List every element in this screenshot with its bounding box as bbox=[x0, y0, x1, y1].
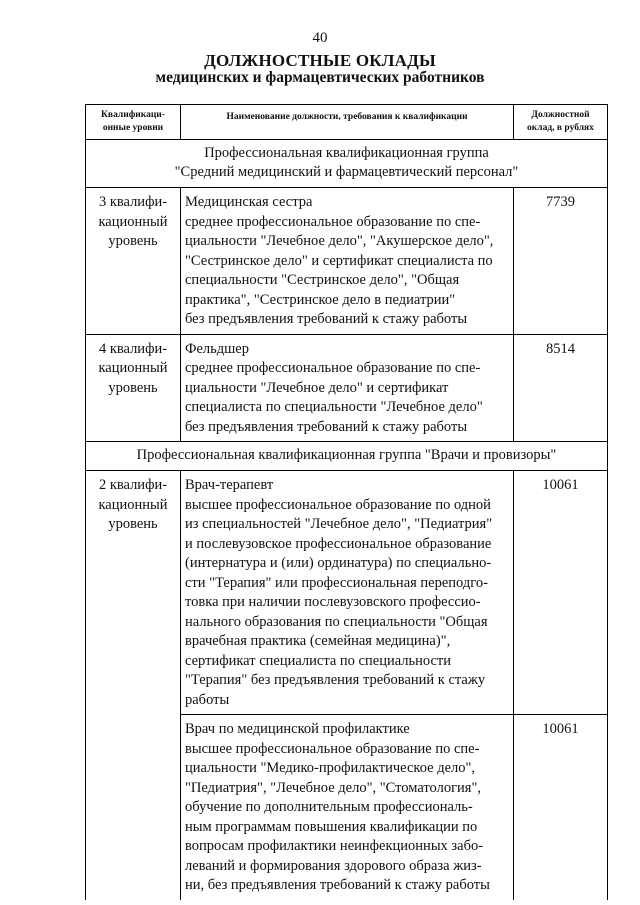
salary-amount: 7739 bbox=[514, 188, 608, 335]
position-name: Фельдшер bbox=[185, 340, 249, 357]
group-header-row bbox=[86, 442, 608, 471]
qualification-level: 2 квалифи- кационный уровень bbox=[86, 471, 181, 715]
group-header-row bbox=[86, 140, 608, 188]
salary-table bbox=[85, 104, 608, 900]
page-number: 40 bbox=[312, 30, 328, 46]
position-requirements: Врач по медицинской профилактике высшее профессиональное образование по спе- циальности "Медико-профилактическое дело", "Педиатрия", "Лечебное дело", "Стоматология", обучение по дополнительным профессиональ- ным программам повышения квалификации по вопросам профилактики неинфекционных забо- леваний и формирования здорового образа жиз- ни, без предъявления требований к стажу работы bbox=[181, 715, 514, 900]
table-row bbox=[86, 715, 608, 900]
table-row bbox=[86, 471, 608, 715]
group-title: Профессиональная квалификационная группа "Врачи и провизоры" bbox=[86, 442, 608, 471]
header-position-requirements: Наименование должности, требования к квалификации bbox=[181, 105, 514, 140]
table-row bbox=[86, 334, 608, 442]
group-title: Профессиональная квалификационная группа "Средний медицинский и фармацевтический персонал" bbox=[86, 140, 608, 188]
table-header-row bbox=[86, 105, 608, 140]
position-name: Врач-терапевт bbox=[185, 477, 274, 493]
document-title: ДОЛЖНОСТНЫЕ ОКЛАДЫ bbox=[204, 51, 436, 70]
qualification-level: 3 квалифи- кационный уровень bbox=[86, 188, 181, 335]
position-requirements: Фельдшер среднее профессиональное образование по спе- циальности "Лечебное дело" и сертификат специалиста по специальности "Лечебное дело" без предъявления требований к стажу работы bbox=[181, 334, 514, 442]
position-requirements: Медицинская сестра среднее профессиональное образование по спе- циальности "Лечебное дело", "Акушерское дело", "Сестринское дело" и сертификат специалиста по специальности "Сестринское дело", "Общая практика", "Сестринское дело в педиатрии" без предъявления требований к стажу работы bbox=[181, 188, 514, 335]
header-salary: Должностной оклад, в рублях bbox=[514, 105, 608, 140]
salary-amount: 10061 bbox=[514, 471, 608, 715]
document-subtitle: медицинских и фармацевтических работников bbox=[155, 69, 485, 86]
table-row bbox=[86, 188, 608, 335]
position-name: Врач по медицинской профилактике bbox=[185, 721, 410, 737]
qualification-level bbox=[86, 715, 181, 900]
salary-amount: 10061 bbox=[514, 715, 608, 900]
salary-amount: 8514 bbox=[514, 334, 608, 442]
header-qualification-level: Квалификаци- онные уровни bbox=[86, 105, 181, 140]
position-name: Медицинская сестра bbox=[185, 194, 313, 210]
position-requirements: Врач-терапевт высшее профессиональное образование по одной из специальностей "Лечебное дело", "Педиатрия" и послевузовское профессиональное образование (интернатура и (или) ординатура) по специально- сти "Терапия" или профессиональная переподго- товка при наличии послевузовского профессио- нального образования по специальности "Общая врачебная практика (семейная медицина)", сертификат специалиста по специальности "Терапия" без предъявления требований к стажу работы bbox=[181, 471, 514, 715]
qualification-level: 4 квалифи- кационный уровень bbox=[86, 334, 181, 442]
